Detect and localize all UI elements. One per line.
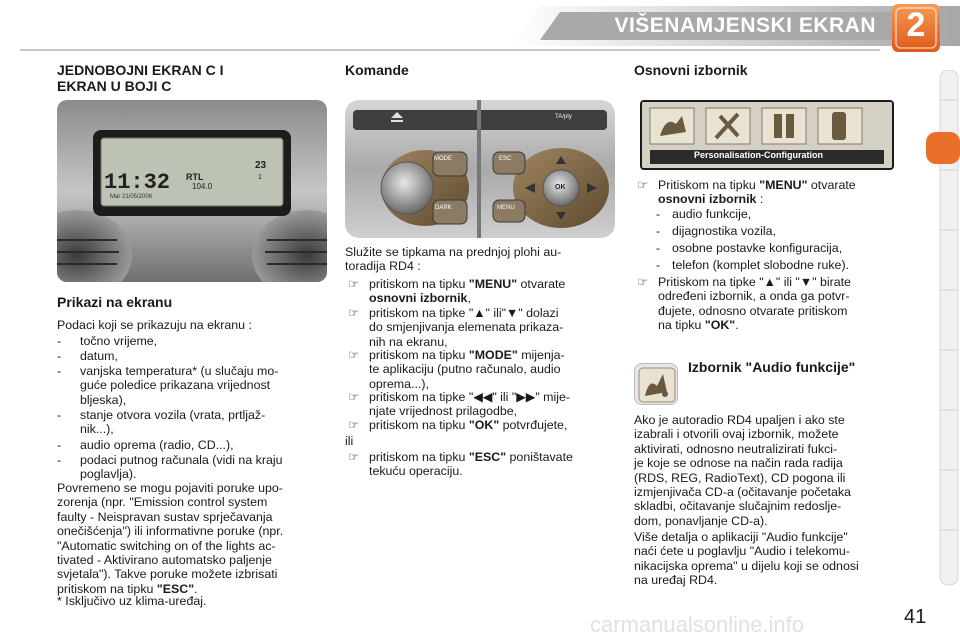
section-title-displays: Prikazi na ekranu [57, 294, 173, 310]
ok-button: OK [555, 184, 566, 191]
page-header [0, 0, 960, 56]
rewind-icon: ◀◀ [473, 390, 493, 404]
arrow-down-icon: ▼ [799, 275, 813, 289]
list-item: ☞ pritiskom na tipke "▲" ili"▼" dolazi do smjenjivanja elemenata prikaza- nih na ekranu, [348, 306, 564, 349]
column3-heading: Osnovni izbornik [634, 62, 748, 78]
displays-intro: Podaci koji se prikazuju na ekranu : [57, 318, 252, 332]
list-item: ☞ pritiskom na tipku "MENU" otvarate osnovni izbornik, [348, 277, 566, 306]
list-item: - vanjska temperatura* (u slučaju mo- guće poledice prikazana vrijednost bljeska), [57, 364, 279, 407]
arrow-up-icon: ▲ [763, 275, 776, 289]
dashboard-display-photo [57, 100, 327, 282]
audio-more-info: Više detalja o aplikaciji "Audio funkcije" naći ćete u poglavlju "Audio i telekomu- nikacijska oprema" u dijelu koji se odnosi na uređaj RD4. [634, 530, 859, 588]
list-item: ☞ pritiskom na tipku "MODE" mijenja- te aplikaciju (putno računalo, audio oprema...), [348, 348, 565, 391]
mode-button: MODE [434, 156, 452, 162]
radio-controls-photo [345, 100, 615, 238]
esc-button: ESC [499, 156, 512, 162]
radio-front-panel [345, 100, 615, 238]
display-date: Mar 21/05/2006 [110, 194, 153, 200]
audio-menu-heading: Izbornik "Audio funkcije" [688, 359, 856, 375]
list-item: ☞ Pritiskom na tipke "▲" ili "▼" birate određeni izbornik, a onda ga potvr- đujete, odnosno otvarate pritiskom na tipku "OK". [637, 275, 851, 333]
dark-button: DARK [435, 205, 452, 211]
footnote: * Isključivo uz klima-uređaj. [57, 594, 207, 608]
tab-strip [926, 70, 960, 590]
chapter-tabs [926, 70, 960, 590]
audio-note-icon [635, 364, 678, 405]
list-item: - podaci putnog računala (vidi na kraju poglavlja). [57, 453, 283, 482]
chapter-number: 2 [906, 6, 926, 44]
page-title: VIŠENAMJENSKI EKRAN [614, 14, 876, 37]
arrow-up-icon: ▲ [473, 306, 486, 320]
arrow-down-icon: ▼ [506, 306, 519, 320]
page-number: 41 [904, 606, 927, 628]
dashboard-illustration [57, 100, 327, 282]
column1-heading-line2: EKRAN U BOJI C [57, 78, 172, 94]
display-temperature: 23 [255, 160, 267, 171]
or-label: ili [345, 434, 354, 448]
list-item: ☞ Pritiskom na tipku "MENU" otvarate osnovni izbornik : [637, 178, 856, 207]
column2-heading: Komande [345, 62, 409, 78]
column1-heading-line1: JEDNOBOJNI EKRAN C I [57, 62, 224, 78]
list-item: - stanje otvora vozila (vrata, prtljaž- nik...), [57, 408, 266, 437]
list-item: ☞ pritiskom na tipke "◀◀" ili "▶▶" mije- njate vrijednost prilagodbe, [348, 390, 571, 419]
display-time: 11:32 [104, 170, 171, 195]
ta-pty-button: TA/pty [555, 114, 572, 120]
display-station: RTL [186, 172, 204, 182]
watermark: carmanualsonline.info [590, 612, 805, 637]
list-item: ☞ pritiskom na tipku "ESC" poništavate tekuću operaciju. [348, 450, 573, 479]
display-frequency: 104.0 [192, 182, 213, 191]
audio-menu-description: Ako je autoradio RD4 upaljen i ako ste izabrali i otvorili ovaj izbornik, možete aktivirati, odnosno neutralizirati fukci- je koje se odnose na način rada radija (RDS, REG, RadioText), CD pogona ili izmjenjivača CD-a (očitavanje početaka skladbi, očitavanje slučajnim redoslje- dom, ponavljanje CD-a). [634, 413, 851, 528]
audio-menu-icon [634, 363, 678, 405]
fast-forward-icon: ▶▶ [516, 390, 536, 404]
menu-caption: Personalisation-Configuration [694, 150, 824, 160]
menu-button: MENU [497, 205, 515, 211]
controls-intro: Služite se tipkama na prednjoj plohi au- toradija RD4 : [345, 245, 562, 274]
messages-note: Povremeno se mogu pojaviti poruke upo- zorenja (npr. "Emission control system faulty - Neispravan sustav sprječavanja onečišćenja") ili informativne poruke (npr. "Automatic switching on of the lights ac- tivated - Aktivirano automatsko paljenje svjetala"). Takve poruke možete izbrisati pritiskom na tipku "ESC". [57, 481, 284, 596]
display-zone: 1 [258, 174, 262, 181]
